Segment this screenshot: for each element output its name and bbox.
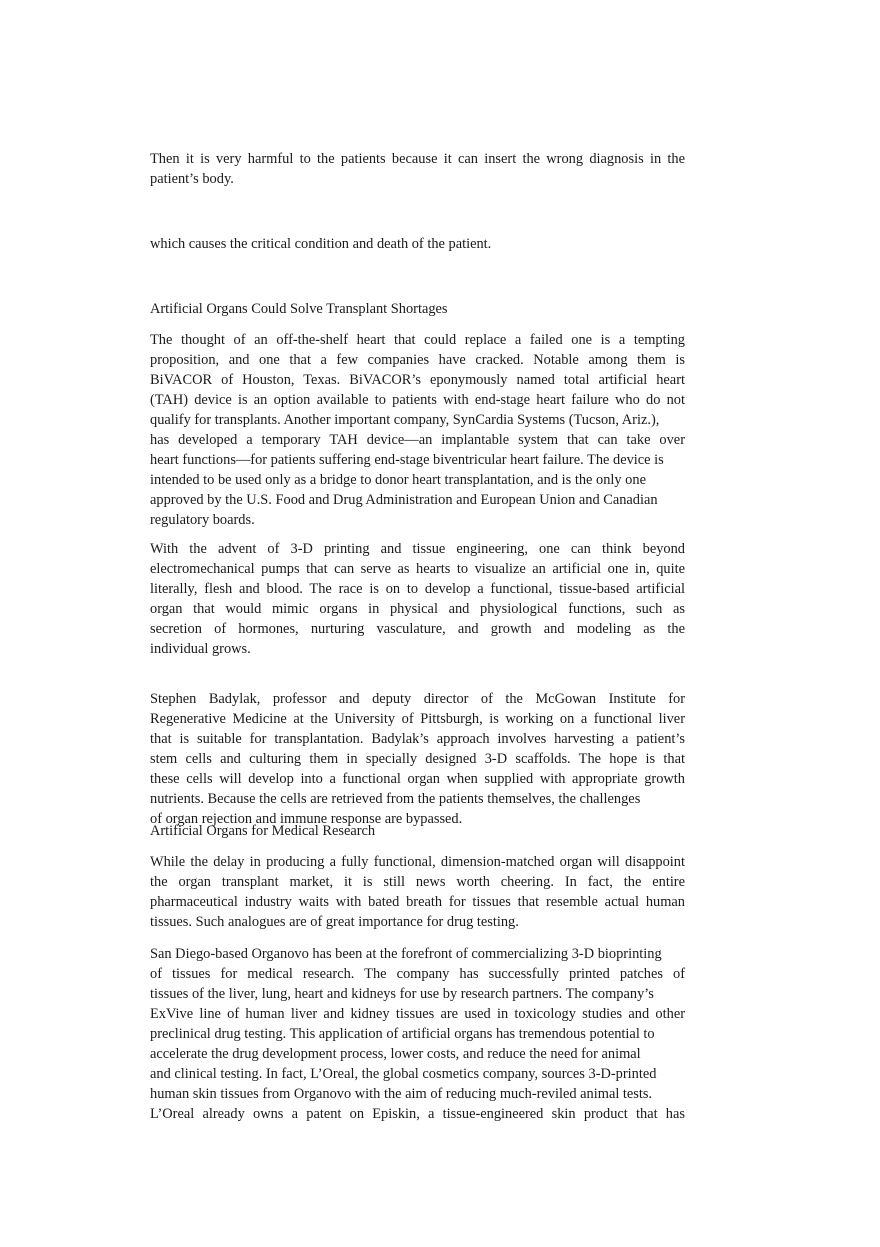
text-line: (TAH) device is an option available to patients with end-stage heart failure who do not — [150, 392, 685, 408]
text-line: The thought of an off-the-shelf heart that could replace a failed one is a tempting — [150, 332, 685, 348]
text-line: literally, flesh and blood. The race is on to develop a functional, tissue-based artificial — [150, 581, 685, 597]
text-line: accelerate the drug development process, lower costs, and reduce the need for animal — [150, 1046, 641, 1062]
text-line: regulatory boards. — [150, 512, 255, 528]
text-line: proposition, and one that a few companies have cracked. Notable among them is — [150, 352, 685, 368]
text-line: San Diego-based Organovo has been at the forefront of commercializing 3-D bioprinting — [150, 946, 662, 962]
text-line: of tissues for medical research. The company has successfully printed patches of — [150, 966, 685, 982]
text-line: and clinical testing. In fact, L’Oreal, the global cosmetics company, sources 3-D-printed — [150, 1066, 657, 1082]
text-line: tissues of the liver, lung, heart and kidneys for use by research partners. The company’s — [150, 986, 654, 1002]
text-line: Regenerative Medicine at the University of Pittsburgh, is working on a functional liver — [150, 711, 685, 727]
text-line: secretion of hormones, nurturing vasculature, and growth and modeling as the — [150, 621, 685, 637]
text-line: the organ transplant market, it is still news worth cheering. In fact, the entire — [150, 874, 685, 890]
text-line: heart functions—for patients suffering end-stage biventricular heart failure. The device is — [150, 452, 664, 468]
text-line: qualify for transplants. Another important company, SynCardia Systems (Tucson, Ariz.), — [150, 412, 660, 428]
text-line: nutrients. Because the cells are retrieved from the patients themselves, the challenges — [150, 791, 641, 807]
text-line: electromechanical pumps that can serve as hearts to visualize an artificial one in, quite — [150, 561, 685, 577]
text-line: which causes the critical condition and death of the patient. — [150, 236, 492, 252]
heading-text: Artificial Organs Could Solve Transplant Shortages — [150, 301, 448, 317]
heading-text: Artificial Organs for Medical Research — [150, 823, 376, 839]
text-line: tissues. Such analogues are of great importance for drug testing. — [150, 914, 519, 930]
text-line: stem cells and culturing them in specially designed 3-D scaffolds. The hope is that — [150, 751, 685, 767]
text-line: has developed a temporary TAH device—an implantable system that can take over — [150, 432, 685, 448]
text-line: organ that would mimic organs in physical and physiological functions, such as — [150, 601, 685, 617]
text-line: that is suitable for transplantation. Badylak’s approach involves harvesting a patient’s — [150, 731, 685, 747]
text-line: preclinical drug testing. This application of artificial organs has tremendous potential to — [150, 1026, 655, 1042]
text-line: L’Oreal already owns a patent on Episkin, a tissue-engineered skin product that has — [150, 1106, 685, 1122]
text-line: pharmaceutical industry waits with bated breath for tissues that resemble actual human — [150, 894, 685, 910]
text-line: With the advent of 3-D printing and tissue engineering, one can think beyond — [150, 541, 685, 557]
text-line: human skin tissues from Organovo with the aim of reducing much-reviled animal tests. — [150, 1086, 653, 1102]
text-line: these cells will develop into a functional organ when supplied with appropriate growth — [150, 771, 685, 787]
text-line: ExVive line of human liver and kidney tissues are used in toxicology studies and other — [150, 1006, 685, 1022]
text-line: individual grows. — [150, 641, 251, 657]
text-line: BiVACOR of Houston, Texas. BiVACOR’s eponymously named total artificial heart — [150, 372, 685, 388]
text-line: intended to be used only as a bridge to donor heart transplantation, and is the only one — [150, 472, 646, 488]
text-line: Then it is very harmful to the patients because it can insert the wrong diagnosis in the — [150, 151, 685, 167]
text-line: of organ rejection and immune response are bypassed. — [150, 811, 463, 827]
text-line: approved by the U.S. Food and Drug Administration and European Union and Canadian — [150, 492, 658, 508]
text-line: While the delay in producing a fully functional, dimension-matched organ will disappoint — [150, 854, 685, 870]
text-line: patient’s body. — [150, 171, 234, 187]
text-line: Stephen Badylak, professor and deputy director of the McGowan Institute for — [150, 691, 685, 707]
